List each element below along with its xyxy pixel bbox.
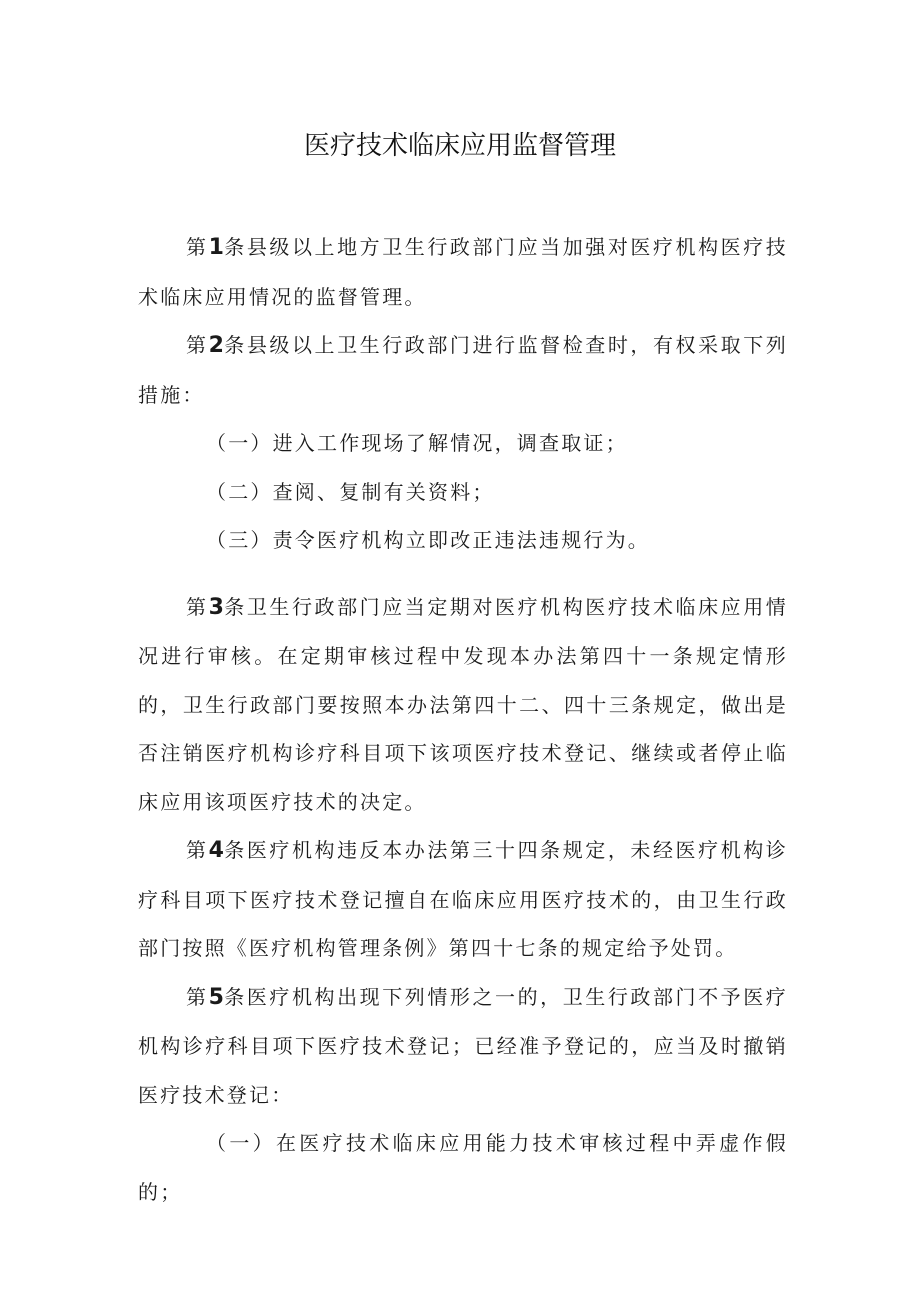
article-prefix: 第 — [186, 235, 209, 259]
article-text: 条医疗机构出现下列情形之一的，卫生行政部门不予医疗机构诊疗科目项下医疗技术登记；已经准予登记的，应当及时撤销医疗技术登记： — [138, 984, 789, 1107]
document-title: 医疗技术临床应用监督管理 — [303, 131, 616, 161]
article-number: 5 — [208, 984, 224, 1010]
article-5 — [138, 973, 788, 1120]
article-3 — [138, 583, 788, 827]
article-prefix: 第 — [186, 594, 209, 619]
article-number: 1 — [208, 235, 224, 260]
article-5-item-1: （一）在医疗技术临床应用能力技术审核过程中弄虚作假的； — [138, 1131, 788, 1204]
article-number: 4 — [208, 838, 224, 863]
article-1 — [138, 223, 788, 321]
article-text: 条医疗机构违反本办法第三十四条规定，未经医疗机构诊疗科目项下医疗技术登记擅自在临床应用医疗技术的，由卫生行政部门按照《医疗机构管理条例》第四十七条的规定给予处罚。 — [138, 838, 789, 960]
article-2-item-2: （二）查阅、复制有关资料； — [206, 479, 495, 504]
article-4 — [138, 826, 788, 973]
article-number: 3 — [208, 594, 224, 620]
article-text: 条县级以上地方卫生行政部门应当加强对医疗机构医疗技术临床应用情况的监督管理。 — [138, 235, 789, 309]
article-2-item-1: （一）进入工作现场了解情况，调查取证； — [206, 431, 628, 455]
article-number: 2 — [208, 333, 224, 358]
article-2-item-3: （三）责令医疗机构立即改正违法违规行为。 — [206, 528, 650, 552]
article-prefix: 第 — [186, 333, 209, 357]
article-prefix: 第 — [186, 984, 209, 1009]
article-prefix: 第 — [186, 838, 209, 862]
article-text: 条县级以上卫生行政部门进行监督检查时，有权采取下列措施： — [138, 333, 789, 407]
article-2 — [138, 321, 788, 419]
document-body — [138, 223, 788, 1216]
article-text: 条卫生行政部门应当定期对医疗机构医疗技术临床应用情况进行审核。在定期审核过程中发现本办法第四十一条规定情形的，卫生行政部门要按照本办法第四十二、四十三条规定，做出是否注销医疗机构诊疗科目项下该项医疗技术登记、继续或者停止临床应用该项医疗技术的决定。 — [138, 594, 789, 814]
